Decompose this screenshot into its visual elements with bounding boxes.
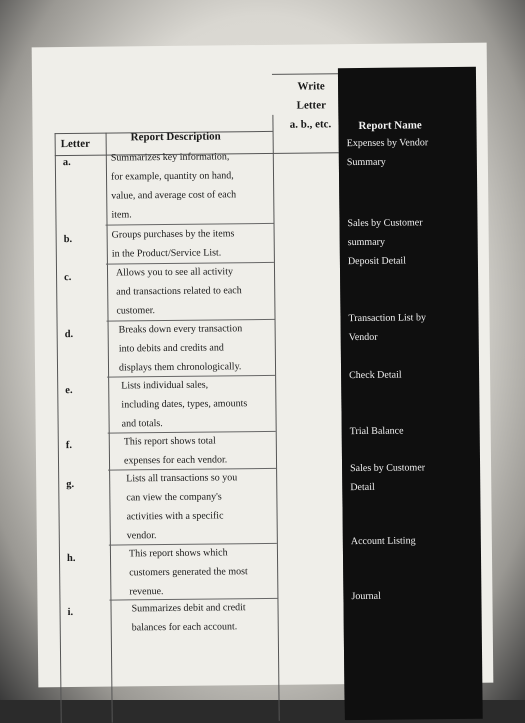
header-letter: Letter bbox=[60, 137, 91, 151]
header-report-description: Report Description bbox=[130, 130, 221, 144]
description-g: Lists all transactions so you can view the company's activities with a specific vendor. bbox=[126, 472, 238, 542]
header-write: Write bbox=[297, 80, 325, 93]
letter-g: g. bbox=[66, 478, 75, 491]
report-name-1: Expenses by Vendor Summary bbox=[346, 137, 429, 169]
report-name-2: Sales by Customer summary bbox=[347, 217, 423, 249]
description-e: Lists individual sales, including dates, types, amounts and totals. bbox=[121, 379, 248, 430]
description-a: Summarizes key information, for example, quantity on hand, value, and average cost of each item. bbox=[110, 151, 237, 221]
report-name-3: Deposit Detail bbox=[347, 255, 407, 268]
description-b: Groups purchases by the items in the Product/Service List. bbox=[111, 228, 235, 260]
report-name-4: Transaction List by Vendor bbox=[348, 312, 426, 344]
report-name-6: Trial Balance bbox=[349, 425, 404, 438]
report-name-7: Sales by Customer Detail bbox=[350, 462, 426, 494]
description-c: Allows you to see all activity and transactions related to each customer. bbox=[115, 266, 242, 317]
letter-e: e. bbox=[65, 384, 73, 397]
description-h: This report shows which customers generated the most revenue. bbox=[128, 547, 248, 598]
letter-i: i. bbox=[67, 606, 74, 619]
letter-f: f. bbox=[65, 440, 73, 452]
description-i: Summarizes debit and credit balances for each account. bbox=[131, 602, 246, 634]
report-name-5: Check Detail bbox=[349, 369, 402, 382]
report-name-8: Account Listing bbox=[350, 535, 416, 548]
letter-h: h. bbox=[66, 552, 76, 565]
letter-c: c. bbox=[64, 271, 72, 284]
header-abc: a. b., etc. bbox=[289, 118, 332, 131]
description-f: This report shows total expenses for each vendor. bbox=[123, 435, 228, 467]
header-report-name: Report Name bbox=[358, 119, 422, 132]
report-name-9: Journal bbox=[351, 590, 381, 603]
description-d: Breaks down every transaction into debits and credits and displays them chronologically. bbox=[118, 323, 243, 374]
letter-a: a. bbox=[62, 156, 71, 169]
letter-d: d. bbox=[64, 328, 74, 341]
letter-b: b. bbox=[63, 233, 73, 246]
worksheet-page bbox=[32, 43, 494, 688]
letter-column bbox=[55, 133, 113, 723]
header-letter-2: Letter bbox=[296, 99, 327, 112]
